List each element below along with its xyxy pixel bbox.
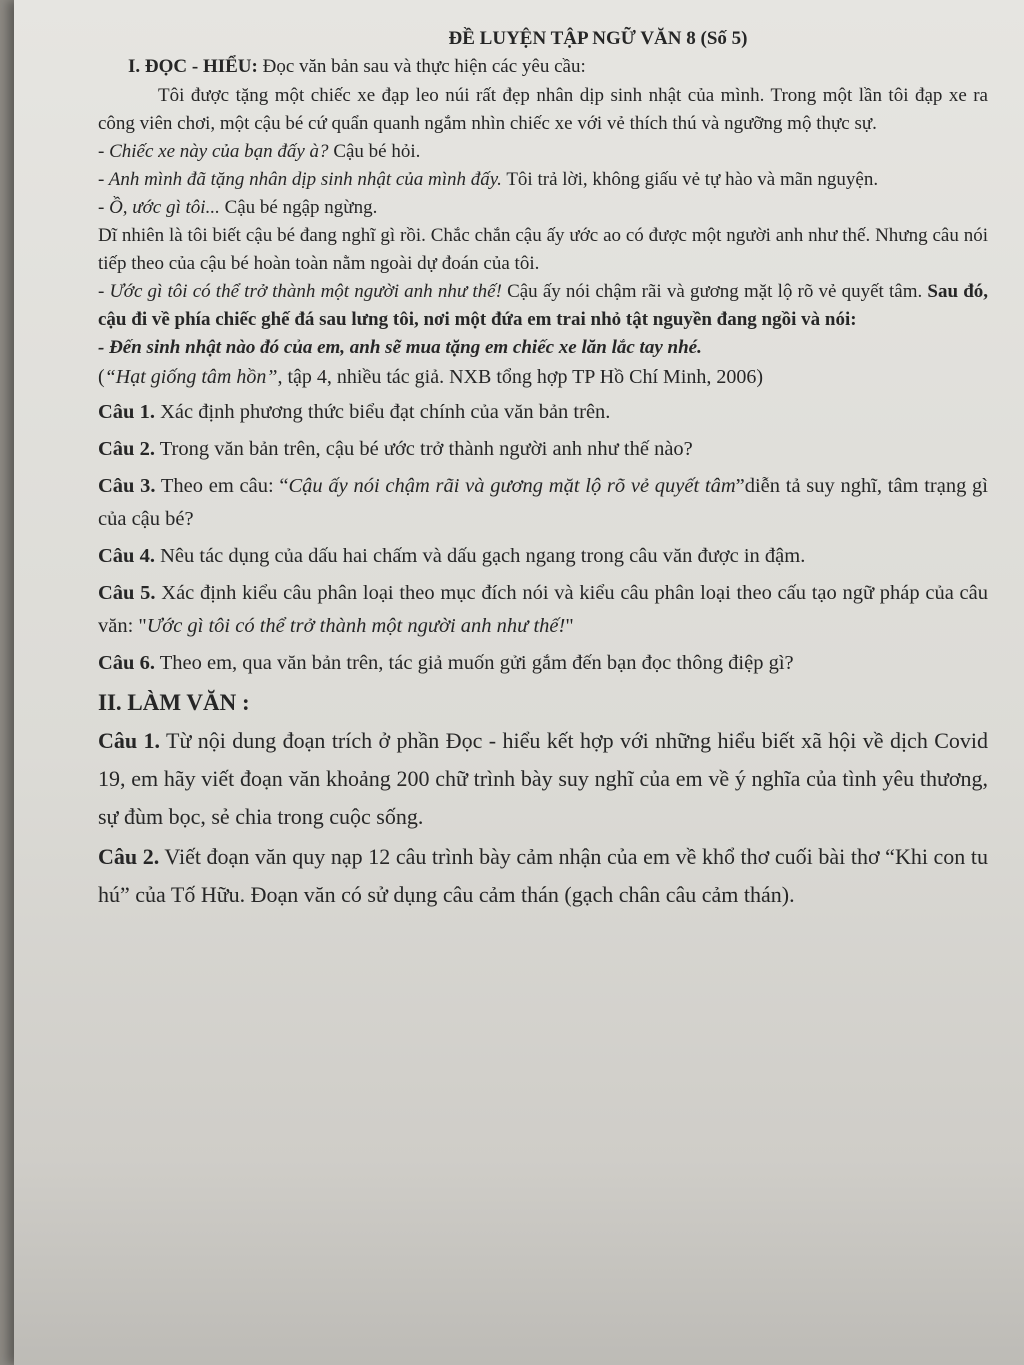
question-6-text: Theo em, qua văn bản trên, tác giả muốn gửi gắm đến bạn đọc thông điệp gì? bbox=[154, 652, 794, 674]
reading-instruction: Đọc văn bản sau và thực hiện các yêu cầu: bbox=[262, 56, 586, 77]
dialogue-line-1 bbox=[98, 138, 988, 166]
worksheet-content bbox=[98, 28, 988, 914]
source-open: ( bbox=[98, 366, 105, 388]
story-paragraph-1: Tôi được tặng một chiếc xe đạp leo núi rất đẹp nhân dịp sinh nhật của mình. Trong một lần tôi đạp xe ra công viên chơi, một cậu bé cứ quẩn quanh ngắm nhìn chiếc xe với vẻ thích thú và ngưỡng mộ thực sự. bbox=[98, 85, 988, 134]
reading-section-heading bbox=[128, 56, 988, 78]
story-paragraph-2: Dĩ nhiên là tôi biết cậu bé đang nghĩ gì rồi. Chắc chắn cậu ấy ước ao có được một người anh như thế. Nhưng câu nói tiếp theo của cậu bé hoàn toàn nằm ngoài dự đoán của tôi. bbox=[98, 225, 988, 274]
question-6 bbox=[98, 647, 988, 680]
dialogue-line-4-rest: Cậu ấy nói chậm rãi và gương mặt lộ rõ vẻ quyết tâm. bbox=[501, 281, 923, 302]
question-4-label: Câu 4. bbox=[98, 545, 155, 567]
question-5-post: " bbox=[565, 615, 574, 637]
source-rest: , tập 4, nhiều tác giả. NXB tổng hợp TP Hồ Chí Minh, 2006) bbox=[277, 366, 764, 388]
paper-sheet bbox=[14, 0, 1024, 1365]
dialogue-line-4-bold: Sau đó, cậu đi về phía chiếc ghế đá sau lưng tôi, nơi một đứa em trai nhỏ tật nguyền đang ngồi và nói: bbox=[98, 281, 989, 330]
dialogue-line-4 bbox=[98, 278, 988, 334]
question-5 bbox=[98, 577, 988, 643]
writing-section-heading: II. LÀM VĂN : bbox=[98, 690, 250, 715]
question-1-label: Câu 1. bbox=[98, 401, 155, 423]
writing-task-2 bbox=[98, 838, 988, 914]
question-4 bbox=[98, 540, 988, 573]
dialogue-line-3-italic: - Ồ, ước gì tôi... bbox=[98, 197, 220, 218]
dialogue-line-5: - Đến sinh nhật nào đó của em, anh sẽ mua tặng em chiếc xe lăn lắc tay nhé. bbox=[98, 337, 702, 358]
question-3-quote: Cậu ấy nói chậm rãi và gương mặt lộ rõ vẻ quyết tâm bbox=[288, 475, 736, 497]
source-title: “Hạt giống tâm hồn” bbox=[104, 366, 278, 388]
question-5-quote: Ước gì tôi có thể trở thành một người anh như thế! bbox=[146, 615, 566, 637]
question-5-pre: Xác định kiểu câu phân loại theo mục đích nói và kiểu câu phân loại theo cấu tạo ngữ pháp của câu văn: " bbox=[98, 582, 988, 637]
source-citation bbox=[98, 362, 988, 392]
writing-task-1 bbox=[98, 722, 988, 836]
writing-task-2-label: Câu 2. bbox=[98, 844, 160, 869]
question-3-label: Câu 3. bbox=[98, 475, 156, 497]
question-2-text: Trong văn bản trên, cậu bé ước trở thành người anh như thế nào? bbox=[154, 438, 693, 460]
question-2 bbox=[98, 433, 988, 466]
dialogue-line-2 bbox=[98, 166, 988, 194]
question-2-label: Câu 2. bbox=[98, 438, 155, 460]
dialogue-line-3-rest: Cậu bé ngập ngừng. bbox=[219, 197, 378, 218]
question-5-label: Câu 5. bbox=[98, 582, 156, 604]
question-4-text: Nêu tác dụng của dấu hai chấm và dấu gạch ngang trong câu văn được in đậm. bbox=[154, 545, 806, 567]
writing-task-1-text: Từ nội dung đoạn trích ở phần Đọc - hiểu kết hợp với những hiểu biết xã hội về dịch Covid 19, em hãy viết đoạn văn khoảng 200 chữ trình bày suy nghĩ của em về ý nghĩa của tình yêu thương, sự đùm bọc, sẻ chia trong cuộc sống. bbox=[98, 728, 988, 829]
dialogue-line-1-rest: Cậu bé hỏi. bbox=[328, 141, 421, 162]
question-6-label: Câu 6. bbox=[98, 652, 155, 674]
dialogue-line-1-italic: - Chiếc xe này của bạn đấy à? bbox=[98, 141, 329, 162]
writing-task-2-text: Viết đoạn văn quy nạp 12 câu trình bày cảm nhận của em về khổ thơ cuối bài thơ “Khi con tu hú” của Tố Hữu. Đoạn văn có sử dụng câu cảm thán (gạch chân câu cảm thán). bbox=[98, 844, 988, 907]
question-3 bbox=[98, 470, 988, 536]
question-1 bbox=[98, 396, 988, 429]
question-3-pre: Theo em câu: “ bbox=[155, 475, 289, 497]
dialogue-line-4-italic: - Ước gì tôi có thể trở thành một người anh như thế! bbox=[98, 281, 502, 302]
question-1-text: Xác định phương thức biểu đạt chính của văn bản trên. bbox=[154, 401, 611, 423]
question-3-post: ”diễn tả suy nghĩ, tâm trạng gì của cậu bé? bbox=[98, 475, 988, 530]
page-title: ĐỀ LUYỆN TẬP NGỮ VĂN 8 (Số 5) bbox=[448, 28, 748, 49]
dialogue-line-3 bbox=[98, 194, 988, 222]
dialogue-line-2-rest: Tôi trả lời, không giấu vẻ tự hào và mãn nguyện. bbox=[501, 169, 879, 190]
writing-task-1-label: Câu 1. bbox=[98, 728, 161, 753]
reading-heading-label: I. ĐỌC - HIỂU: bbox=[128, 56, 258, 77]
dialogue-line-2-italic: - Anh mình đã tặng nhân dịp sinh nhật của mình đấy. bbox=[98, 169, 502, 190]
